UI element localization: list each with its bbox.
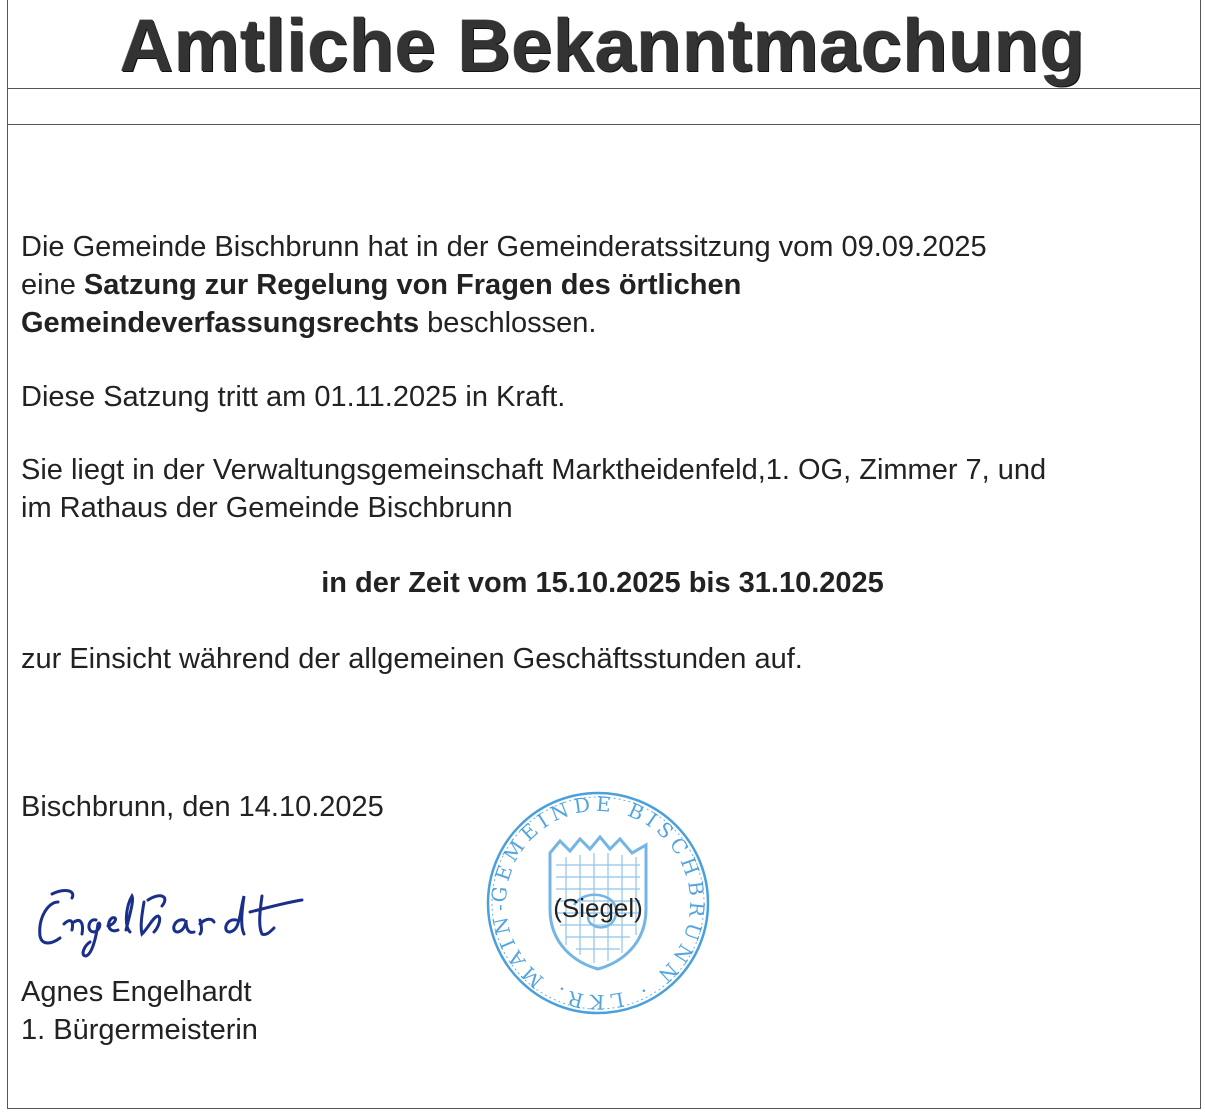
paragraph-resolution (21, 228, 987, 342)
handwritten-signature (30, 880, 320, 965)
statute-title-part-1: Satzung zur Regelung von Fragen des örtlichen (83, 269, 742, 301)
signer-block (21, 973, 258, 1049)
municipal-seal (484, 789, 712, 1017)
location-line-2: im Rathaus der Gemeinde Bischbrunn (21, 492, 513, 524)
seal-label: (Siegel) (553, 893, 643, 923)
location-line-1: Sie liegt in der Verwaltungsgemeinschaft Marktheidenfeld,1. OG, Zimmer 7, und (21, 454, 1047, 486)
place-date: Bischbrunn, den 14.10.2025 (21, 791, 384, 823)
signer-title: 1. Bürgermeisterin (21, 1014, 258, 1046)
svg-text:GEMEINDE BISCHBRUNN · LKR. MAI: GEMEINDE BISCHBRUNN · LKR. MAIN- (486, 791, 710, 1015)
header-divider-bottom (7, 124, 1201, 125)
header-divider-top (7, 88, 1201, 89)
inspection-period: in der Zeit vom 15.10.2025 bis 31.10.2025 (321, 567, 884, 599)
resolution-line-3: Gemeindeverfassungsrechts beschlossen. (21, 307, 597, 339)
signer-name: Agnes Engelhardt (21, 976, 252, 1008)
resolution-line-2: eine Satzung zur Regelung von Fragen des örtlichen (21, 269, 742, 301)
paragraph-location (21, 451, 1046, 527)
page-title: Amtliche Bekanntmachung (119, 4, 1086, 87)
resolution-line-1: Die Gemeinde Bischbrunn hat in der Gemeinderatssitzung vom 09.09.2025 (21, 231, 987, 263)
statute-title-part-2: Gemeindeverfassungsrechts (21, 307, 420, 339)
effective-date-text: Diese Satzung tritt am 01.11.2025 in Kraft. (21, 381, 566, 413)
inspection-note: zur Einsicht während der allgemeinen Geschäftsstunden auf. (21, 643, 803, 675)
